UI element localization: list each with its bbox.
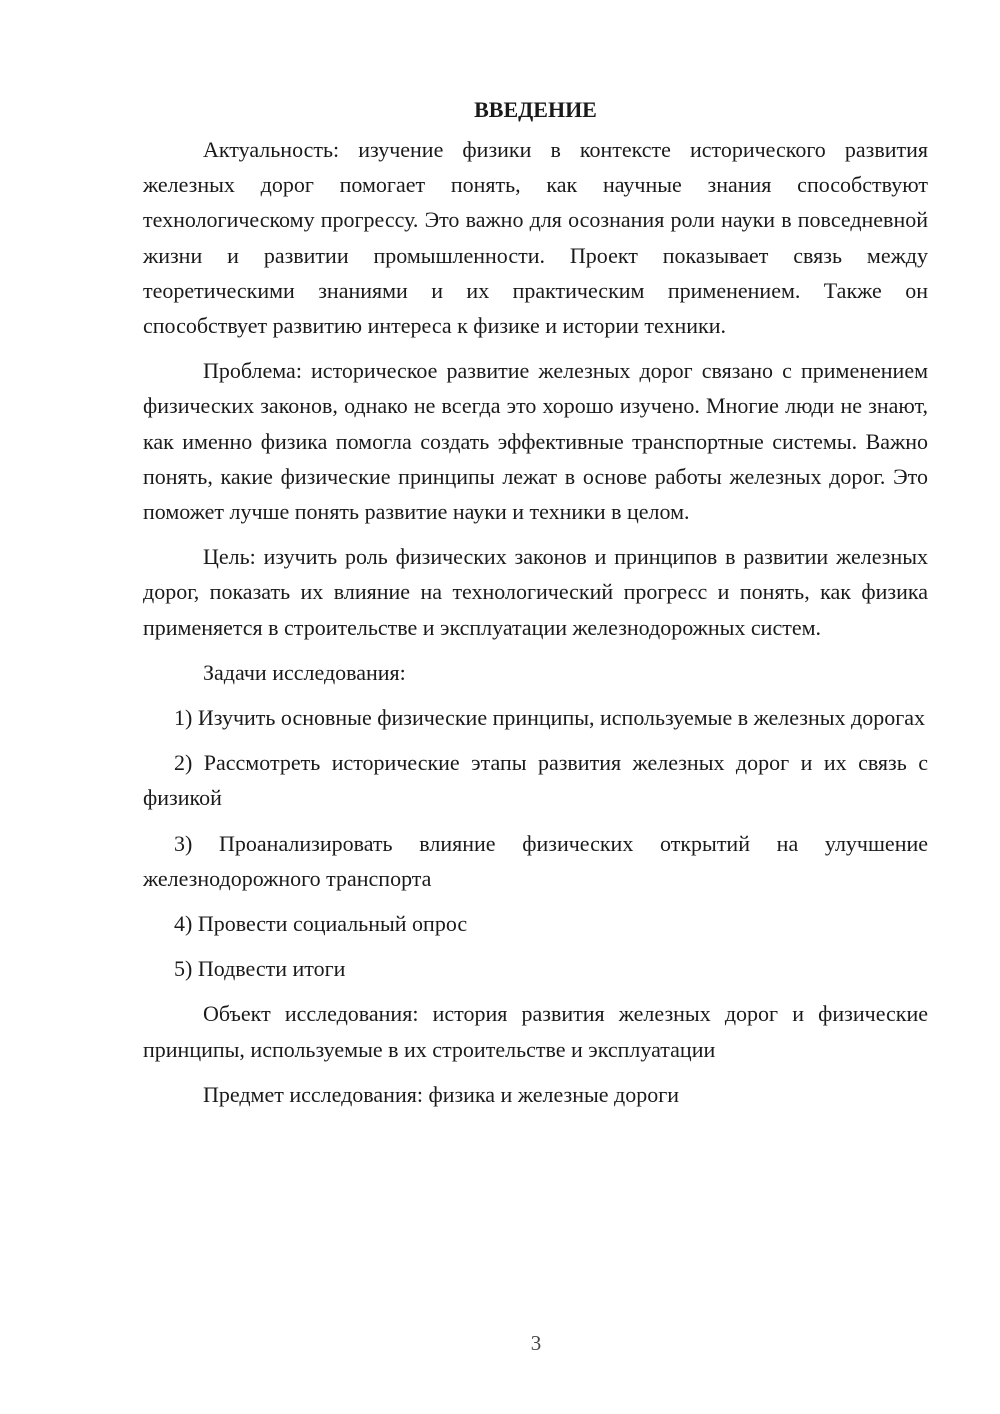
page-number: 3 bbox=[530, 1331, 542, 1355]
task-item: 5) Подвести итоги bbox=[174, 956, 346, 982]
task-item: 4) Провести социальный опрос bbox=[174, 911, 468, 937]
relevance-paragraph: Актуальность: изучение физики в контексте исторического развития железных дорог помогает понять, как научные знания способствуют технологическому прогрессу. Это важно для осознания роли науки в повседневной жизни и развитии промышленности. Проект показывает связь между теоретическими знаниями и их практическим применением. Также он способствует развитию интереса к физике и истории техники. bbox=[143, 137, 928, 339]
tasks-heading: Задачи исследования: bbox=[203, 659, 406, 685]
page-title: ВВЕДЕНИЕ bbox=[474, 97, 597, 122]
task-item: 1) Изучить основные физические принципы, используемые в железных дорогах bbox=[174, 705, 926, 731]
object-paragraph: Объект исследования: история развития железных дорог и физические принципы, используемые в их строительстве и эксплуатации bbox=[143, 1001, 928, 1062]
task-item: 3) Проанализировать влияние физических открытий на улучшение железнодорожного транспорта bbox=[143, 830, 928, 891]
document-page bbox=[143, 92, 928, 1122]
subject-paragraph: Предмет исследования: физика и железные дороги bbox=[203, 1081, 680, 1107]
problem-paragraph: Проблема: историческое развитие железных дорог связано с применением физических законов, однако не всегда это хорошо изучено. Многие люди не знают, как именно физика помогла создать эффективные транспортные системы. Важно понять, какие физические принципы лежат в основе работы железных дорог. Это поможет лучше понять развитие науки и техники в целом. bbox=[143, 358, 928, 525]
goal-paragraph: Цель: изучить роль физических законов и принципов в развитии железных дорог, показать их влияние на технологический прогресс и понять, как физика применяется в строительстве и эксплуатации железнодорожных систем. bbox=[143, 544, 928, 640]
task-item: 2) Рассмотреть исторические этапы развития железных дорог и их связь с физикой bbox=[143, 750, 928, 811]
